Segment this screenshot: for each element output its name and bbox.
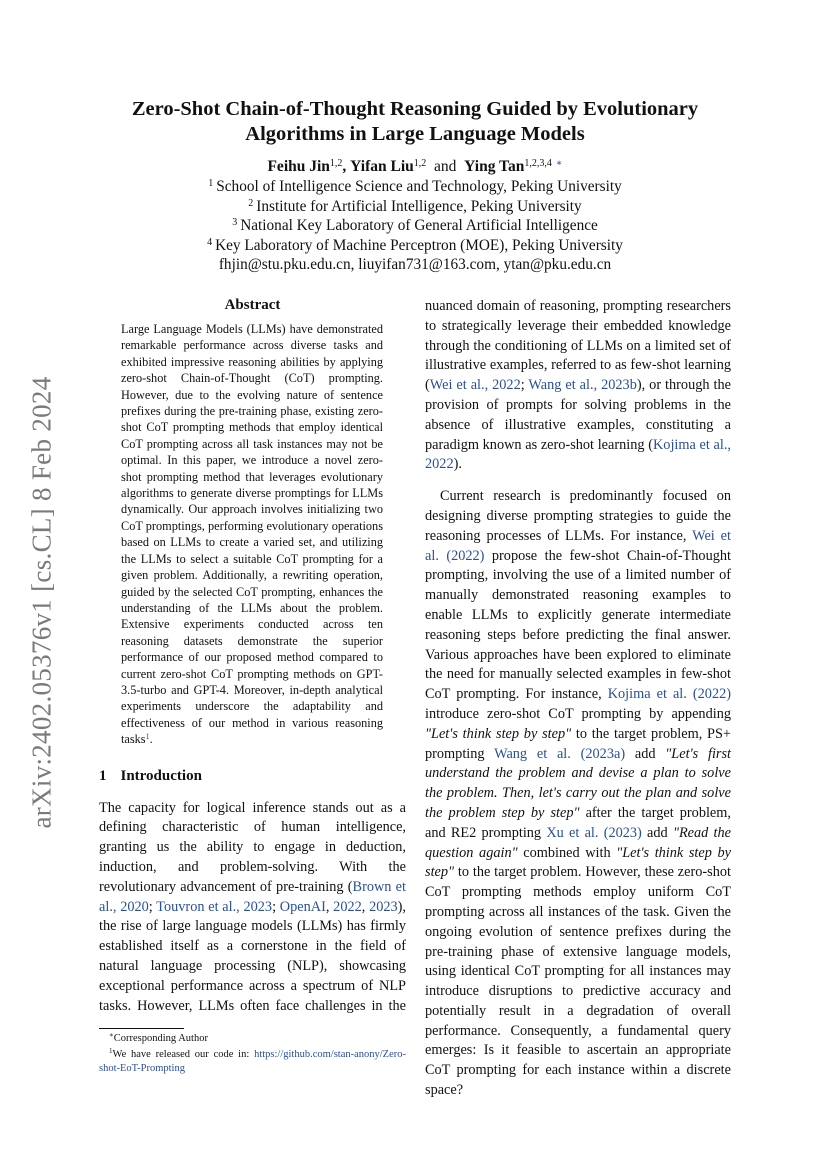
affiliation-2 bbox=[100, 197, 730, 217]
quoted-prompt: "Let's think step by step" bbox=[425, 844, 731, 881]
text-run: ). bbox=[453, 456, 462, 473]
text-run: , bbox=[361, 898, 370, 915]
code-repository-link[interactable]: https://github.com/stan-anony/Zero-shot-EoT-Prompting bbox=[99, 1049, 406, 1074]
citation-link[interactable]: OpenAI bbox=[279, 898, 326, 915]
affiliation-mark: 1 bbox=[208, 178, 214, 189]
text-run: nuanced domain of reasoning, prompting researchers to strategically leverage their embedded knowledge through the conditioning of LLMs on a limited set of illustrative examples, referred to as few-shot learning ( bbox=[425, 298, 731, 394]
text-run: introduce zero-shot CoT prompting by appending bbox=[425, 705, 731, 722]
text-run: ), the rise of large language models (LLMs) has firmly established itself as a cornerstone in the field of natural language processing (NLP), showcasing exceptional performance across a spectrum of NLP tasks. However, LLMs often face challenges in the bbox=[99, 898, 407, 1014]
affiliation-text: National Key Laboratory of General Artificial Intelligence bbox=[240, 217, 598, 235]
paper-title bbox=[100, 97, 730, 147]
author-name: Feihu Jin bbox=[267, 158, 330, 175]
affiliation-mark: 3 bbox=[232, 217, 238, 229]
author-affil-marks: 1,2 bbox=[413, 158, 427, 169]
text-run: add bbox=[625, 745, 666, 762]
citation-link[interactable]: Wei et al. (2022) bbox=[425, 527, 731, 564]
citation-link[interactable]: Wang et al., 2023b bbox=[528, 377, 637, 394]
author-name: Yifan Liu bbox=[350, 158, 414, 175]
author-separator: , bbox=[342, 158, 347, 175]
citation-link[interactable]: 2023 bbox=[369, 898, 398, 915]
quoted-prompt: "Let's think step by step" bbox=[425, 725, 572, 742]
text-run: add bbox=[641, 824, 673, 841]
text-run: , bbox=[325, 898, 334, 915]
affiliation-1 bbox=[100, 177, 730, 197]
affiliation-text: School of Intelligence Science and Technology, Peking University bbox=[216, 178, 622, 195]
author-name: Ying Tan bbox=[464, 158, 525, 175]
text-run: after the target problem, and RE2 prompting bbox=[425, 804, 731, 841]
text-run: to the target problem, PS+ prompting bbox=[425, 725, 731, 762]
text-run: combined with bbox=[517, 844, 617, 861]
footnote-text: Corresponding Author bbox=[113, 1033, 208, 1044]
footnote-mark: 1 bbox=[109, 1047, 113, 1055]
paper-header bbox=[100, 97, 730, 275]
title-line-1: Zero-Shot Chain-of-Thought Reasoning Guided by Evolutionary bbox=[131, 98, 699, 120]
text-run: Current research is predominantly focused on designing diverse prompting strategies to guide the reasoning processes of LLMs. For instance, bbox=[425, 488, 731, 544]
abstract-text-end: . bbox=[149, 732, 153, 747]
citation-link[interactable]: Kojima et al., 2022 bbox=[425, 436, 731, 473]
text-run: ), or through the provision of prompts for solving problems in the absence of illustrative examples, constituting a paradigm known as zero-shot learning ( bbox=[425, 377, 731, 453]
abstract-heading: Abstract bbox=[224, 297, 281, 313]
section-title: Introduction bbox=[120, 767, 202, 784]
affiliation-mark: 4 bbox=[207, 236, 213, 248]
footnotes bbox=[99, 1028, 406, 1078]
footnote-rule bbox=[99, 1028, 184, 1029]
arxiv-identifier-text: arXiv:2402.05376v1 [cs.CL] 8 Feb 2024 bbox=[26, 376, 57, 829]
section-number: 1 bbox=[99, 767, 107, 784]
citation-link[interactable]: Kojima et al. (2022) bbox=[607, 686, 732, 703]
affiliation-text: Key Laboratory of Machine Perceptron (MOE), Peking University bbox=[215, 236, 623, 254]
quoted-prompt: "Read the question again" bbox=[425, 824, 732, 861]
footnote-corresponding bbox=[99, 1032, 406, 1046]
text-run: propose the few-shot Chain-of-Thought prompting, involving the use of a limited number of manually demonstrated reasoning examples to enable LLMs to explicitly generate intermediate reasoning steps before predicting the final answer. Various approaches have been explored to eliminate the need for manually selected examples in few-shot CoT prompting. For instance, bbox=[425, 547, 731, 703]
affiliation-4 bbox=[100, 236, 730, 256]
arxiv-identifier-stamp bbox=[12, 375, 72, 830]
right-column bbox=[425, 297, 731, 1101]
author-separator: and bbox=[434, 158, 457, 175]
text-run: to the target problem. However, these zero-shot CoT prompting methods employ uniform CoT prompting across all instances of the task. Given the ongoing evolution of sentence prefixes during the pre-training phase of extensive language models, using identical CoT prompting for all instances may introduce disruptions to predictive accuracy and potentially result in a degradation of overall performance. Consequently, a fundamental query emerges: Is it feasible to ascertain an appropriate CoT prompting for each instance within a discrete space? bbox=[425, 864, 731, 1099]
citation-link[interactable]: 2022 bbox=[333, 898, 362, 915]
text-run: ; bbox=[520, 377, 529, 394]
citation-link[interactable]: Wang et al. (2023a) bbox=[494, 745, 626, 762]
affiliation-mark: 2 bbox=[248, 197, 254, 209]
citation-link[interactable]: Wei et al., 2022 bbox=[429, 377, 521, 394]
abstract-body bbox=[121, 321, 383, 748]
introduction-paragraph-1 bbox=[99, 799, 406, 1017]
citation-link[interactable]: Brown et al., 2020 bbox=[99, 878, 407, 915]
introduction-paragraph-2 bbox=[425, 487, 731, 1101]
text-run: The capacity for logical inference stands out as a defining characteristic of human intelligence, granting us the ability to engage in deduction, induction, and problem-solving. With the revolutionary advancement of pre-training ( bbox=[99, 799, 406, 895]
quoted-prompt: "Let's first understand the problem and devise a plan to solve the problem. Then, let's carry out the plan and solve the problem step by step" bbox=[425, 745, 732, 821]
text-run: ; bbox=[148, 898, 157, 915]
author-emails: fhjin@stu.pku.edu.cn, liuyifan731@163.com, ytan@pku.edu.cn bbox=[218, 256, 612, 274]
footnote-code bbox=[99, 1048, 406, 1076]
abstract-text: Large Language Models (LLMs) have demonstrated remarkable performance across diverse tasks and exhibited impressive reasoning abilities by applying zero-shot Chain-of-Thought (CoT) prompting. However, due to the evolving nature of sentence prefixes during the pre-training phase, existing zero-shot CoT prompting methods that employ identical CoT prompting across all task instances may not be optimal. In this paper, we introduce a novel zero-shot prompting method that leverages evolutionary algorithms to generate diverse promptings for LLMs dynamically. Our approach involves initializing two CoT promptings, performing evolutionary operations based on LLMs to create a varied set, and utilizing the LLMs to select a suitable CoT prompting for a given problem. Additionally, a rewriting operation, guided by the selected CoT prompting, enhances the understanding of the LLMs about the problem. Extensive experiments conducted across ten reasoning datasets demonstrate the superior performance of our proposed method compared to current zero-shot CoT prompting methods on GPT-3.5-turbo and GPT-4. Moreover, in-depth analytical experiments underscore the adaptability and effectiveness of our method in various reasoning tasks bbox=[121, 322, 383, 747]
citation-link[interactable]: Xu et al. (2023) bbox=[546, 824, 642, 841]
footnote-text: We have released our code in: bbox=[112, 1049, 255, 1060]
author-list bbox=[100, 157, 730, 177]
text-run: ; bbox=[272, 898, 280, 915]
corresponding-author-mark[interactable]: ∗ bbox=[555, 158, 563, 169]
introduction-heading bbox=[99, 768, 406, 785]
author-affil-marks: 1,2 bbox=[329, 158, 343, 169]
author-affil-marks: 1,2,3,4 bbox=[524, 158, 552, 169]
introduction-paragraph-1-continued bbox=[425, 297, 731, 475]
affiliation-text: Institute for Artificial Intelligence, Peking University bbox=[256, 197, 582, 215]
citation-link[interactable]: Touvron et al., 2023 bbox=[156, 898, 273, 915]
footnote-mark: ∗ bbox=[109, 1031, 114, 1039]
title-line-2: Algorithms in Large Language Models bbox=[245, 123, 585, 145]
affiliation-3 bbox=[100, 216, 730, 236]
footnote-ref-1[interactable]: 1 bbox=[145, 732, 150, 742]
left-column bbox=[99, 297, 406, 1016]
